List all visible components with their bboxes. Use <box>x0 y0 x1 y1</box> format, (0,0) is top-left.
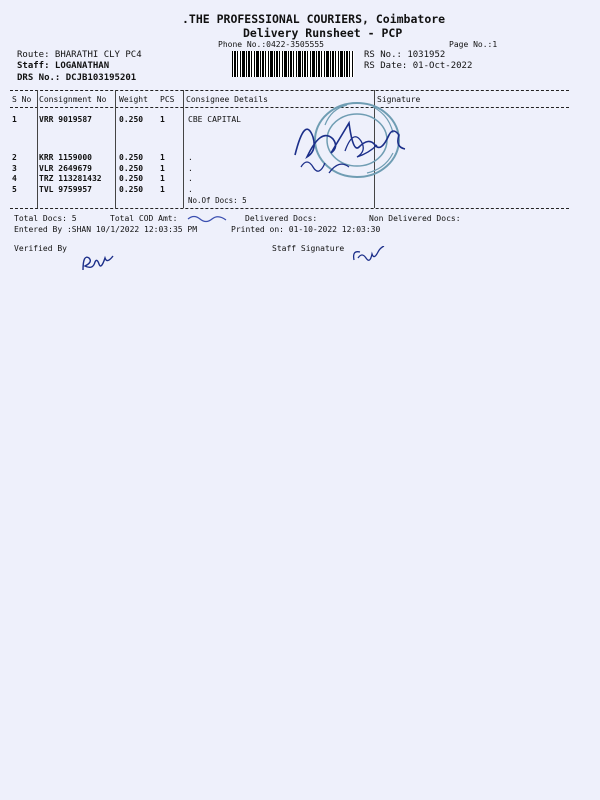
route-label: Route: BHARATHI CLY PC4 <box>17 50 142 60</box>
row-consignment: VLR 2649679 <box>39 164 92 173</box>
col-header-signature: Signature <box>377 95 421 104</box>
col-header-pcs: PCS <box>160 95 175 104</box>
row-sno: 2 <box>12 153 17 162</box>
total-docs: Total Docs: 5 <box>14 214 77 223</box>
sheet-title: Delivery Runsheet - PCP <box>243 26 403 40</box>
non-delivered-docs: Non Delivered Docs: <box>369 214 461 223</box>
page-number: Page No.:1 <box>449 40 498 49</box>
entered-by: Entered By :SHAN 10/1/2022 12:03:35 PM <box>14 225 198 234</box>
row-consignment: VRR 9019587 <box>39 115 92 124</box>
delivered-docs: Delivered Docs: <box>245 214 318 223</box>
table-top-rule <box>10 90 569 91</box>
staff-signature <box>350 246 386 264</box>
row-sno: 3 <box>12 164 17 173</box>
row-consignee: . <box>188 185 193 194</box>
verified-by-label: Verified By <box>14 244 67 253</box>
staff-signature-label: Staff Signature <box>272 244 345 253</box>
col-divider <box>115 90 116 208</box>
delivery-stamp-and-signature <box>285 95 415 190</box>
company-name: .THE PROFESSIONAL COURIERS, Coimbatore <box>182 12 446 26</box>
row-pcs: 1 <box>160 153 165 162</box>
row-weight: 0.250 <box>119 185 144 194</box>
printed-on: Printed on: 01-10-2022 12:03:30 <box>231 225 381 234</box>
row-consignment: TRZ 113281432 <box>39 174 102 183</box>
col-divider <box>183 90 184 208</box>
drs-number: DRS No.: DCJB103195201 <box>17 73 137 83</box>
row-weight: 0.250 <box>119 174 144 183</box>
row-sno: 4 <box>12 174 17 183</box>
row-weight: 0.250 <box>119 164 144 173</box>
col-header-sno: S No <box>12 95 32 104</box>
row-consignment: KRR 1159000 <box>39 153 92 162</box>
row-pcs: 1 <box>160 174 165 183</box>
col-header-consignment: Consignment No <box>39 95 107 104</box>
col-header-weight: Weight <box>119 95 148 104</box>
row-consignee: . <box>188 164 193 173</box>
col-header-consignee: Consignee Details <box>186 95 268 104</box>
row-sno: 5 <box>12 185 17 194</box>
col-divider <box>37 90 38 208</box>
row-weight: 0.250 <box>119 153 144 162</box>
phone-number: Phone No.:0422-3505555 <box>218 40 324 49</box>
total-cod-amount: Total COD Amt: <box>110 214 178 223</box>
row-pcs: 1 <box>160 185 165 194</box>
rs-date: RS Date: 01-Oct-2022 <box>364 61 473 71</box>
row-consignee: . <box>188 153 193 162</box>
table-bottom-rule <box>10 208 569 209</box>
cod-amount-scribble <box>186 213 230 223</box>
no-of-docs: No.Of Docs: 5 <box>188 196 247 205</box>
staff-label: Staff: LOGANATHAN <box>17 61 110 71</box>
row-pcs: 1 <box>160 115 165 124</box>
barcode <box>232 51 354 77</box>
row-weight: 0.250 <box>119 115 144 124</box>
row-sno: 1 <box>12 115 17 124</box>
rs-number: RS No.: 1031952 <box>364 50 446 60</box>
row-consignee: CBE CAPITAL <box>188 115 241 124</box>
verifier-signature <box>80 250 120 274</box>
row-pcs: 1 <box>160 164 165 173</box>
row-consignment: TVL 9759957 <box>39 185 92 194</box>
row-consignee: . <box>188 174 193 183</box>
